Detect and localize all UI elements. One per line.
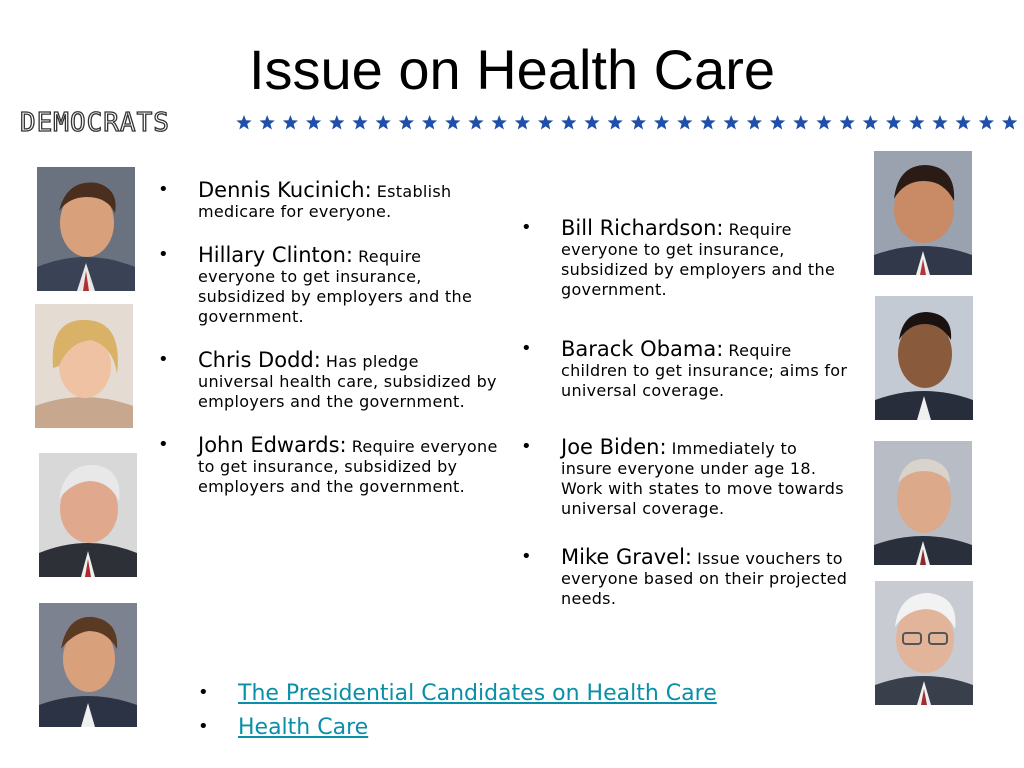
list-item [521, 337, 851, 401]
star-icon [654, 115, 669, 129]
candidate-position: Issue vouchers to everyone based on their projected needs. [561, 549, 848, 608]
candidate-name: Joe Biden: [561, 435, 667, 459]
candidate-position: Require children to get insurance; aims for universal coverage. [561, 341, 848, 400]
right-candidate-list [521, 216, 851, 609]
star-icon [561, 115, 576, 129]
star-icon [584, 115, 599, 129]
star-icon [747, 115, 762, 129]
portrait-joe-biden [874, 441, 972, 565]
list-item [158, 178, 498, 222]
health-care-link[interactable]: Health Care [238, 715, 369, 740]
star-icon [492, 115, 507, 129]
candidate-position: Require everyone to get insurance, subsidized by employers and the government. [561, 220, 836, 299]
star-icon [376, 115, 391, 129]
candidate-position: Establish medicare for everyone. [198, 182, 452, 221]
candidate-position: Require everyone to get insurance, subsidized by employers and the government. [198, 247, 473, 326]
list-item [158, 433, 498, 497]
list-item [158, 348, 498, 412]
list-item [158, 243, 498, 327]
star-icon [816, 115, 831, 129]
list-item [521, 545, 851, 609]
star-icon [956, 115, 971, 129]
candidate-name: John Edwards: [198, 433, 347, 457]
portrait-barack-obama [875, 296, 973, 420]
portrait-mike-gravel [875, 581, 973, 705]
candidate-name: Hillary Clinton: [198, 243, 354, 267]
star-icon [515, 115, 530, 129]
candidate-name: Chris Dodd: [198, 348, 321, 372]
portrait-hillary-clinton [35, 304, 133, 428]
presidential-candidates-link[interactable]: The Presidential Candidates on Health Care [238, 681, 717, 706]
star-icon [677, 115, 692, 129]
star-icon [608, 115, 623, 129]
portrait-john-edwards [39, 603, 137, 727]
candidate-name: Barack Obama: [561, 337, 724, 361]
star-icon [863, 115, 878, 129]
candidate-position: Has pledge universal health care, subsidized by employers and the government. [198, 352, 497, 411]
star-icon [422, 115, 437, 129]
left-candidate-list [158, 178, 498, 497]
star-icon [260, 115, 275, 129]
star-icon [468, 115, 483, 129]
banner-word: DEMOCRATS [20, 108, 170, 138]
candidate-name: Bill Richardson: [561, 216, 724, 240]
candidate-position: Immediately to insure everyone under age 18. Work with states to move towards universal coverage. [561, 439, 844, 518]
portrait-bill-richardson [874, 151, 972, 275]
star-icon [700, 115, 715, 129]
star-icon [306, 115, 321, 129]
star-icon [793, 115, 808, 129]
star-icon [399, 115, 414, 129]
star-icon [932, 115, 947, 129]
candidate-name: Mike Gravel: [561, 545, 692, 569]
star-icon [283, 115, 298, 129]
star-icon [770, 115, 785, 129]
portrait-dennis-kucinich [37, 167, 135, 291]
candidate-name: Dennis Kucinich: [198, 178, 372, 202]
list-item [198, 680, 717, 714]
star-icon [1002, 115, 1017, 129]
reference-links [198, 680, 717, 748]
star-icon [445, 115, 460, 129]
list-item [521, 435, 851, 519]
democrats-banner [20, 108, 1004, 138]
star-icon [631, 115, 646, 129]
list-item [521, 216, 851, 300]
star-icon [724, 115, 739, 129]
star-icon [909, 115, 924, 129]
star-icon [979, 115, 994, 129]
star-icon [538, 115, 553, 129]
star-row-icon [234, 112, 1024, 134]
candidate-position: Require everyone to get insurance, subsidized by employers and the government. [198, 437, 498, 496]
star-icon [352, 115, 367, 129]
star-icon [329, 115, 344, 129]
list-item [198, 714, 717, 748]
star-icon [236, 115, 251, 129]
star-icon [840, 115, 855, 129]
slide-title: Issue on Health Care [248, 38, 776, 101]
star-icon [886, 115, 901, 129]
portrait-chris-dodd [39, 453, 137, 577]
